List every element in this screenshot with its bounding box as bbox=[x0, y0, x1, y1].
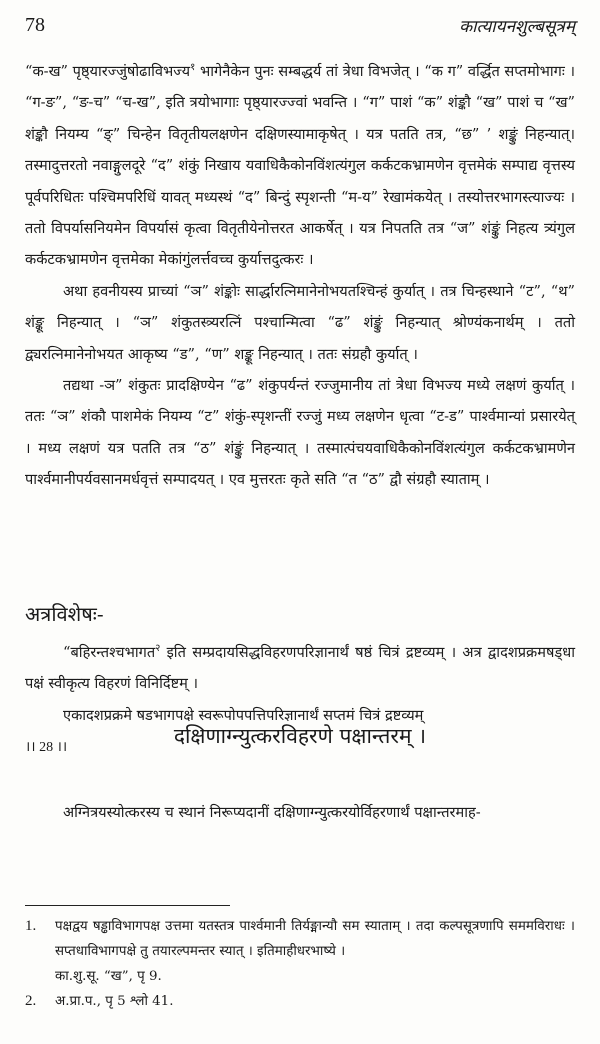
footnote-divider bbox=[25, 905, 230, 906]
book-page bbox=[25, 0, 575, 1044]
paragraph-3: तद्यथा -ञ” शंकुतः प्रादक्षिण्येन “ढ” शंकुपर्यन्तं रज्जुमानीय तां त्रेधा विभज्य मध्ये लक्षणं कुर्यात् । ततः “ञ” शंकौ पाशमेकं नियम्य “ट” शंकुं-स्पृशन्तीं रज्जुं मध्य लक्षणेन धृत्वा “ट-ड” पार्श्वमान्यां प्रसारयेत् । मध्य लक्षणं यत्र पतति तत्र “ठ” शंङ्कुं निहन्यात् । तस्मात्पंचयवाधिकैकोनविंशत्यंगुल कर्कटकभ्रामणेन पार्श्वमानीपर्यवसानमर्धवृत्तं सम्पादयत् । एव मुत्तरतः कृते सति “त “ठ” द्वौ संग्रहौ स्याताम् । bbox=[25, 377, 575, 489]
footnote-ref-1[interactable]: १ bbox=[190, 62, 196, 74]
footnote-1 bbox=[25, 914, 575, 989]
running-head bbox=[25, 14, 575, 38]
subsection-text bbox=[25, 797, 575, 828]
footnote-text: पक्षद्वय षड्ढाविभागपक्ष उत्तमा यतस्तत्र पार्श्वमानी तिर्यङ्मान्यौ सम स्याताम् । तदा कल्पसूत्रणापि सममविराधः । सप्तधाविभागपक्षे तु तयारल्पमन्तर स्यात् । इतिमाहीधरभाष्ये । bbox=[55, 919, 575, 959]
subsection-paragraph-1: अग्नित्रयस्योत्करस्य च स्थानं निरूप्यदानीं दक्षिणाग्न्युत्करयोर्विहरणार्थं पक्षान्तरमाह- bbox=[63, 804, 481, 821]
subsection-heading: दक्षिणाग्न्युत्करविहरणे पक्षान्तरम् । bbox=[173, 724, 427, 748]
footnote-ref-2[interactable]: २ bbox=[155, 643, 161, 655]
verse-number: ।। 28 ।। bbox=[25, 740, 68, 756]
section-paragraph-2: एकादशप्रक्रमे षडभागपक्षे स्वरूपोपपत्तिपरिज्ञानार्थं सप्तमं चित्रं द्रष्टव्यम् ।। 28 ।। bbox=[25, 706, 424, 756]
main-text bbox=[25, 56, 575, 496]
book-title: कात्यायनशुल्बसूत्रम् bbox=[459, 17, 575, 37]
footnote-number: 1. bbox=[25, 918, 37, 934]
footnote-2 bbox=[25, 989, 575, 1014]
footnote-number: 2. bbox=[25, 993, 37, 1009]
footnote-citation: अ.प्रा.प., पृ 5 श्लो 41. bbox=[55, 994, 174, 1009]
paragraph-1: “क-ख” पृष्ठ्यारज्जुंषोढाविभज्य$^१$ भागेनैकेन पुनः सम्बद्धर्य तां त्रेधा विभजेत् । “क ग” वर्द्धित सप्तमोभागः । “ग-ङ”, “ङ-च” “च-ख”, इति त्रयोभागाः पृष्ठ्यारज्ज्वां भवन्ति । “ग” पाशं “क” शंङ्कौ “ख” पाशं च “ख” शंङ्कौ नियम्य “ङ्” चिन्हेन वितृतीयलक्षणेन दक्षिणस्यामाकृषेत् । यत्र पतति तत्र, “छ” ’ शङ्कुं निहन्यात्। तस्मादुत्तरतो नवाङ्गुलदूरे “द” शंकुं निखाय यवाधिकैकोनविंशत्यंगुल कर्कटकभ्रामणेन वृत्तमेकं सम्पाद्य वृत्तस्य पूर्वपरिधितः पश्चिमपरिधिं यावत् मध्यस्थं “द” बिन्दुं स्पृशन्ती “म-य” रेखामंकयेत् । तस्योत्तरभागस्त्याज्यः । ततो विपर्यासनियमेन विपर्यासं कृत्वा वितृतीयेनोत्तरत आकर्षेत् । यत्र निपतति तत्र “ज” शंङ्कुं निहत्य त्र्यंगुल कर्कटकभ्रामणेन वृत्तमेका मेकांगुंलर्त्तवच्च कुर्यात्तदुत्करः । bbox=[25, 62, 575, 269]
footnotes bbox=[25, 914, 575, 1014]
page-number: 78 bbox=[25, 14, 45, 36]
footnote-citation: का.शु.सू. “ख”, पृ 9. bbox=[55, 969, 162, 984]
section-heading: अत्रविशेषः- bbox=[25, 602, 104, 626]
section-paragraph-1: “बहिरन्तश्चभागत$^२$ इति सम्प्रदायसिद्धविहरणपरिज्ञानार्थं षष्ठं चित्रं द्रष्टव्यम् । अत्र द्वादशप्रक्रमषड्धा पक्षं स्वीकृत्य विहरणं विनिर्दिष्टम् । bbox=[25, 643, 575, 693]
paragraph-2: अथा हवनीयस्य प्राच्यां “ञ” शंङ्कोः सार्द्धारत्निमानेनोभयतश्चिन्हं कुर्यात् । तत्र चिन्हस्थाने “ट”, “थ” शंङ्कू निहन्यात् । “ञ” शंकुतस्त्र्यरत्निं पश्चान्मित्वा “ढ” शंङ्कुं निहन्यात् श्रोण्यंकनार्थम् । ततो द्व्यरत्निमानेनोभयत आकृष्य “ड”, “ण” शङ्कू निहन्यात् । ततः संग्रहौ कुर्यात् । bbox=[25, 282, 575, 363]
